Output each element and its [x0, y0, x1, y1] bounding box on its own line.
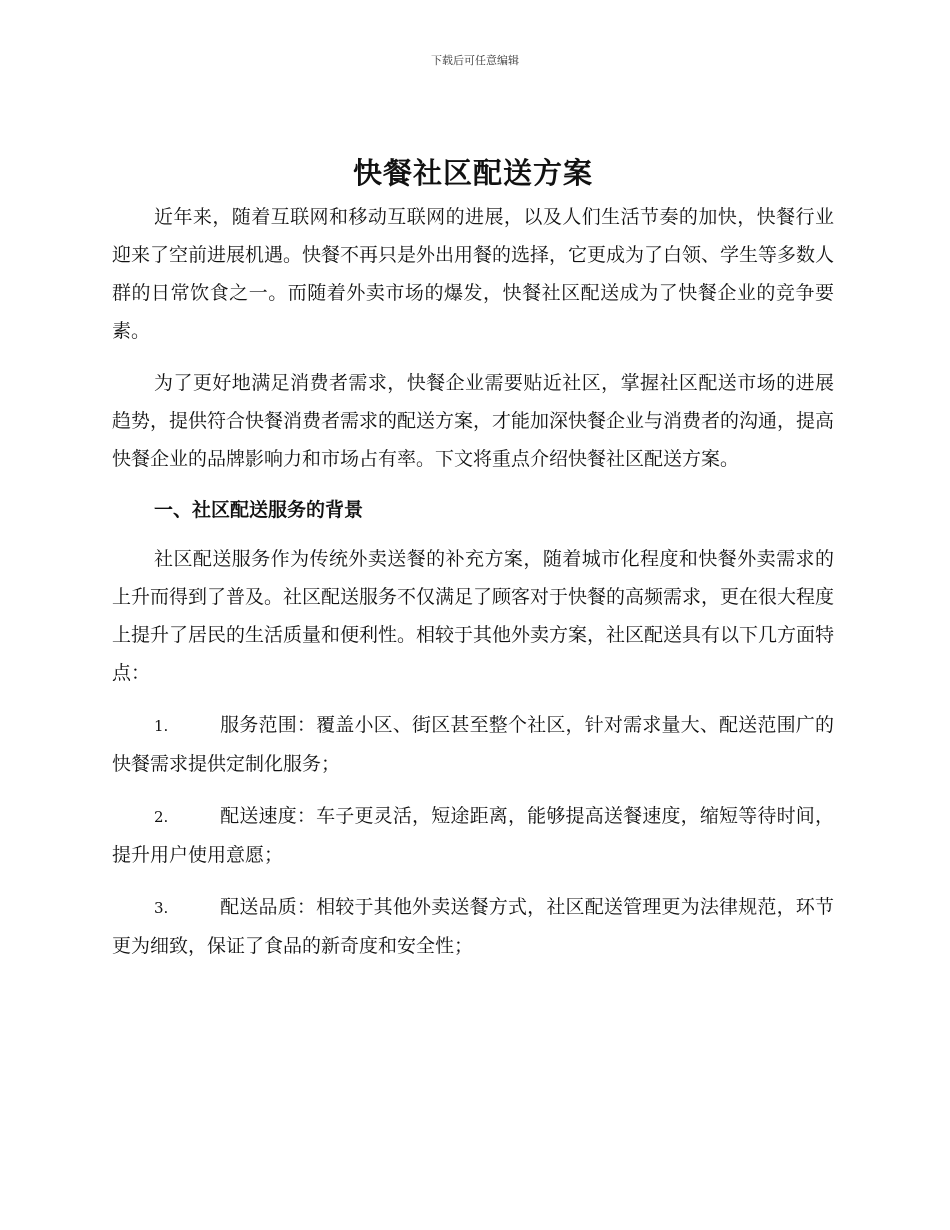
intro-paragraph-1: 近年来，随着互联网和移动互联网的进展，以及人们生活节奏的加快，快餐行业迎来了空前进展机遇。快餐不再只是外出用餐的选择，它更成为了白领、学生等多数人群的日常饮食之一。而随着外卖市场的爆发，快餐社区配送成为了快餐企业的竞争要素。 [112, 206, 835, 342]
section-heading-1: 一、社区配送服务的背景 [154, 499, 364, 521]
list-item-text: 服务范围：覆盖小区、街区甚至整个社区，针对需求量大、配送范围广的快餐需求提供定制化服务； [112, 714, 834, 775]
list-item-number: 1. [154, 717, 169, 735]
list-item [112, 706, 834, 783]
list-item [112, 797, 834, 874]
document-body [112, 150, 834, 979]
list-item-number: 2. [154, 808, 169, 826]
list-item-number: 3. [154, 899, 169, 917]
list-item-text: 配送速度：车子更灵活，短途距离，能够提高送餐速度，缩短等待时间，提升用户使用意愿； [112, 805, 834, 866]
section-1-paragraph: 社区配送服务作为传统外卖送餐的补充方案，随着城市化程度和快餐外卖需求的上升而得到了普及。社区配送服务不仅满足了顾客对于快餐的高频需求，更在很大程度上提升了居民的生活质量和便利性。相较于其他外卖方案，社区配送具有以下几方面特点： [112, 548, 835, 684]
list-item-text: 配送品质：相较于其他外卖送餐方式，社区配送管理更为法律规范，环节更为细致，保证了食品的新奇度和安全性； [112, 896, 834, 957]
list-item [112, 888, 834, 965]
document-title: 快餐社区配送方案 [352, 156, 593, 190]
intro-paragraph-2: 为了更好地满足消费者需求，快餐企业需要贴近社区，掌握社区配送市场的进展趋势，提供符合快餐消费者需求的配送方案，才能加深快餐企业与消费者的沟通，提高快餐企业的品牌影响力和市场占有率。下文将重点介绍快餐社区配送方案。 [112, 372, 835, 470]
header-note: 下载后可任意编辑 [431, 54, 519, 67]
